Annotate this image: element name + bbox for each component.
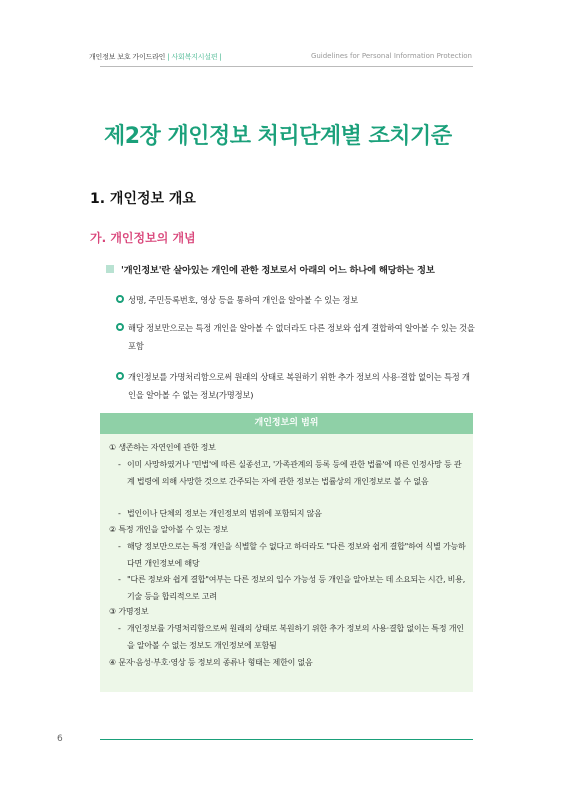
- bullet-item: [116, 368, 476, 404]
- bullet-item: [116, 291, 476, 309]
- page-number: 6: [57, 734, 63, 744]
- circle-bullet-icon: [116, 323, 124, 331]
- bullet-text: 성명, 주민등록번호, 영상 등을 통하여 개인을 알아볼 수 있는 정보: [128, 295, 358, 305]
- scope-detail-text: 법인이나 단체의 정보는 개인정보의 범위에 포함되지 않음: [127, 509, 322, 518]
- subsection-heading: 가. 개인정보의 개념: [90, 231, 196, 245]
- header-guide-title: [89, 52, 222, 62]
- bullet-text: 개인정보를 가명처리함으로써 원래의 상태로 복원하기 위한 추가 정보의 사용·결합 없이는 특정 개인을 알아볼 수 없는 정보(가명정보): [128, 372, 470, 400]
- square-bullet-icon: [106, 265, 114, 273]
- scope-detail: - 법인이나 단체의 정보는 개인정보의 범위에 포함되지 않음: [118, 506, 468, 523]
- section-heading: 1. 개인정보 개요: [90, 191, 196, 207]
- bullet-item: [116, 319, 476, 355]
- scope-detail-text: 개인정보를 가명처리함으로써 원래의 상태로 복원하기 위한 추가 정보의 사용·결합 없이는 특정 개인을 알아볼 수 없는 정보도 개인정보에 포함됨: [127, 624, 464, 650]
- scope-detail: - 이미 사망하였거나 '민법'에 따른 실종선고, '가족관계의 등록 등에 관한 법률'에 따른 인정사망 등 관계 법령에 의해 사망한 것으로 간주되는 자에 관한 정보는 법률상의 개인정보로 볼 수 없음: [118, 457, 468, 490]
- scope-detail: - "다른 정보와 쉽게 결합"여부는 다른 정보의 입수 가능성 등 개인을 알아보는 데 소요되는 시간, 비용, 기술 등을 합리적으로 고려: [118, 572, 468, 605]
- header-divider: [100, 66, 473, 67]
- scope-detail-text: 이미 사망하였거나 '민법'에 따른 실종선고, '가족관계의 등록 등에 관한 법률'에 따른 인정사망 등 관계 법령에 의해 사망한 것으로 간주되는 자에 관한 정보는 법률상의 개인정보로 볼 수 없음: [127, 460, 462, 486]
- scope-item: ② 특정 개인을 알아볼 수 있는 정보: [109, 525, 228, 534]
- footer-divider: [100, 739, 473, 740]
- scope-item: ④ 문자·음성·부호·영상 등 정보의 종류나 형태는 제한이 없음: [109, 658, 313, 667]
- scope-item: ① 생존하는 자연인에 관한 정보: [109, 443, 216, 452]
- header-title: 개인정보 보호 가이드라인: [89, 53, 166, 61]
- scope-detail: - 해당 정보만으로는 특정 개인을 식별할 수 없다고 하더라도 "다른 정보와 쉽게 결합"하여 식별 가능하다면 개인정보에 해당: [118, 539, 468, 572]
- scope-box-title: 개인정보의 범위: [100, 413, 473, 434]
- circle-bullet-icon: [116, 295, 124, 303]
- circle-bullet-icon: [116, 372, 124, 380]
- chapter-title: 제2장 개인정보 처리단계별 조치기준: [104, 124, 452, 149]
- scope-item: ③ 가명정보: [109, 607, 149, 616]
- bullet-text: 해당 정보만으로는 특정 개인을 알아볼 수 없더라도 다른 정보와 쉽게 결합하여 알아볼 수 있는 것을 포함: [128, 323, 475, 351]
- scope-detail-text: "다른 정보와 쉽게 결합"여부는 다른 정보의 입수 가능성 등 개인을 알아보는 데 소요되는 시간, 비용, 기술 등을 합리적으로 고려: [127, 575, 466, 601]
- header-english-title: Guidelines for Personal Information Protection: [310, 52, 472, 60]
- definition-lead: '개인정보'란 살아있는 개인에 관한 정보로서 아래의 어느 하나에 해당하는 정보: [121, 265, 435, 276]
- header-subtitle: | 사회복지시설편 |: [167, 53, 222, 61]
- scope-detail: - 개인정보를 가명처리함으로써 원래의 상태로 복원하기 위한 추가 정보의 사용·결합 없이는 특정 개인을 알아볼 수 없는 정보도 개인정보에 포함됨: [118, 621, 468, 654]
- scope-detail-text: 해당 정보만으로는 특정 개인을 식별할 수 없다고 하더라도 "다른 정보와 쉽게 결합"하여 식별 가능하다면 개인정보에 해당: [127, 542, 466, 568]
